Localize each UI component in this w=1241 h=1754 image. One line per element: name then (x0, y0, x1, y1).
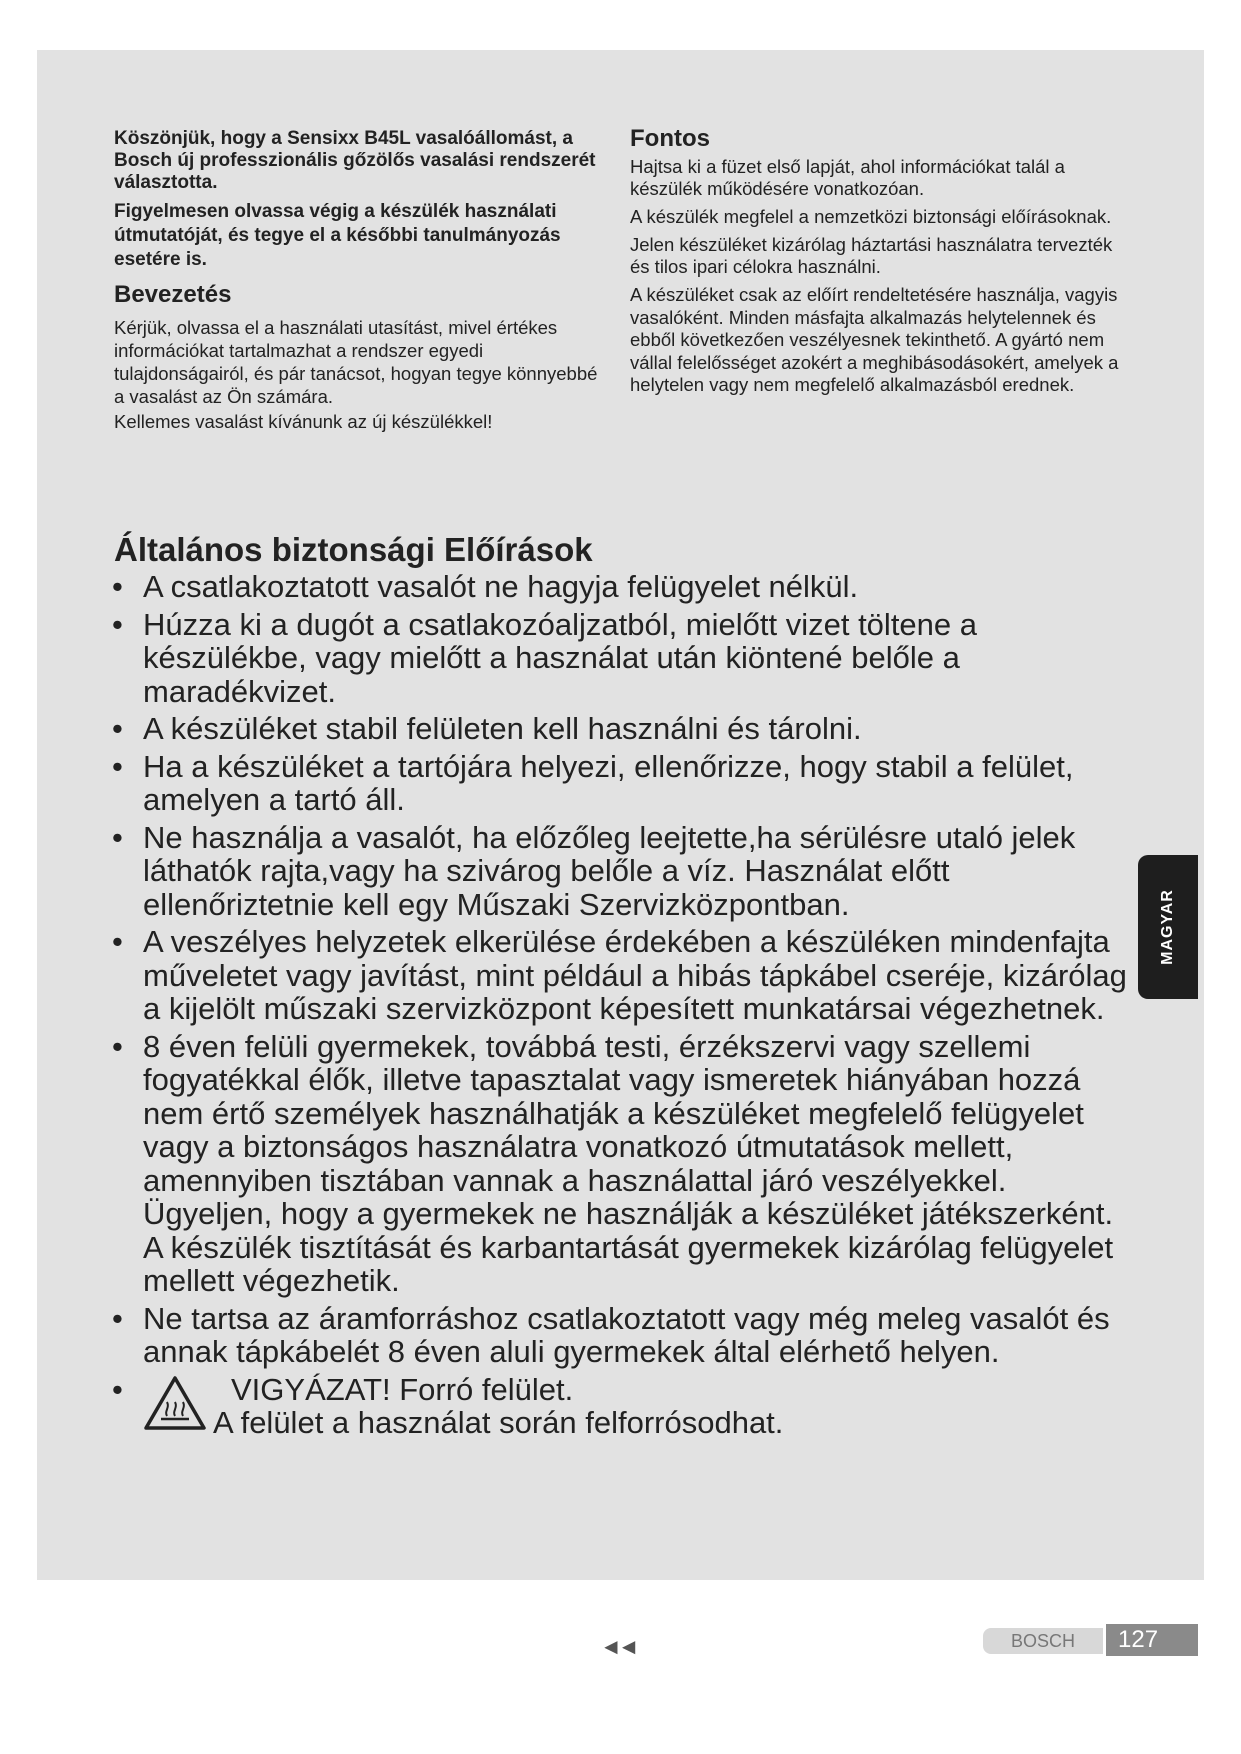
important-paragraph-2: A készülék megfelel a nemzetközi biztonsági előírásoknak. (630, 206, 1112, 227)
safety-item: • Ne használja a vasalót, ha előzőleg leejtette,ha sérülésre utaló jelek láthatók rajta,vagy ha szivárog belőle a víz. Használat előtt ellenőriztetnie kell egy Műszaki Szervizközpontban. (112, 819, 1076, 922)
warning-title: VIGYÁZAT! Forró felület. (231, 1371, 574, 1407)
intro-column (114, 128, 609, 439)
thanks-paragraph: Köszönjük, hogy a Sensixx B45L vasalóállomást, a Bosch új professzionális gőzölős vasalási rendszerét választotta. (114, 128, 596, 193)
safety-list (112, 570, 1132, 1444)
safety-item: • 8 éven felüli gyermekek, továbbá testi, érzékszervi vagy szellemi fogyatékkal élők, illetve tapasztalat vagy ismeretek hiányában hozzá nem értő személyek használhatják a készüléket megfelelő felügyelet vagy a biztonságos használatra vonatkozó útmutatások mellett, amennyiben tisztában vannak a használattal járó veszélyekkel. Ügyeljen, hogy a gyermekek ne használják a készüléket játékszerként. A készülék tisztítását és karbantartását gyermekek kizárólag felügyelet mellett végezhetik. (112, 1028, 1114, 1298)
safety-item: • Ne tartsa az áramforráshoz csatlakoztatott vagy még meleg vasalót és annak tápkábelét 8 éven aluli gyermekek által elérhető helyen. (112, 1300, 1110, 1369)
warning-text (213, 1371, 784, 1440)
safety-warning-item: • VIGYÁZAT! Forró felület. A felület a használat során felforrósodhat. (112, 1373, 1132, 1440)
warning-row (143, 1373, 1132, 1440)
language-tab (1138, 855, 1198, 999)
safety-item: • Ha a készüléket a tartójára helyezi, ellenőrizze, hogy stabil a felület, amelyen a tartó áll. (112, 748, 1074, 817)
intro-paragraph: Kérjük, olvassa el a használati utasítást, mivel értékes információkat tartalmazhat a rendszer egyedi tulajdonságairól, és pár tanácsot, hogyan tegye könnyebbé a vasalást az Ön számára. (114, 317, 598, 407)
important-paragraph-4: A készüléket csak az előírt rendeltetésére használja, vagyis vasalóként. Minden másfajta alkalmazás helytelennek és ebből következően veszélyesnek tekinthető. A gyártó nem vállal felelősséget azokért a meghibásodásokért, amelyek a helytelen vagy nem megfelelő alkalmazásból erednek. (630, 284, 1119, 395)
page-number: 127 (1106, 1624, 1198, 1656)
safety-item: • Húzza ki a dugót a csatlakozóaljzatból, mielőtt vizet töltene a készülékbe, vagy mielőtt a használat után kiöntené belőle a maradékvizet. (112, 606, 978, 709)
previous-page-icon[interactable]: ◄◄ (600, 1634, 636, 1659)
important-paragraph-3: Jelen készüléket kizárólag háztartási használatra tervezték és tilos ipari célokra használni. (630, 234, 1113, 277)
language-tab-label: MAGYAR (1159, 889, 1176, 965)
important-column (630, 124, 1125, 403)
intro-closing: Kellemes vasalást kívánunk az új készülékkel! (114, 411, 493, 432)
important-heading: Fontos (630, 125, 710, 152)
safety-item: • A készüléket stabil felületen kell használni és tárolni. (112, 711, 862, 746)
safety-item: • A csatlakoztatott vasalót ne hagyja felügyelet nélkül. (112, 569, 859, 604)
important-paragraph-1: Hajtsa ki a füzet első lapját, ahol információkat talál a készülék működésére vonatkozóan. (630, 156, 1065, 199)
intro-heading: Bevezetés (114, 281, 232, 308)
brand-label: BOSCH (983, 1628, 1103, 1654)
safety-item: • A veszélyes helyzetek elkerülése érdekében a készüléken mindenfajta műveletet vagy javítást, mint például a hibás tápkábel cseréje, kizárólag a kijelölt műszaki szervizközpont képesített munkatársai végezhetnek. (112, 924, 1127, 1026)
warning-description: A felület a használat során felforrósodhat. (213, 1405, 784, 1440)
hot-surface-warning-icon (143, 1375, 207, 1433)
read-instructions-paragraph: Figyelmesen olvassa végig a készülék használati útmutatóját, és tegye el a későbbi tanulmányozás esetére is. (114, 201, 561, 270)
safety-title: Általános biztonsági Előírások (114, 531, 593, 568)
